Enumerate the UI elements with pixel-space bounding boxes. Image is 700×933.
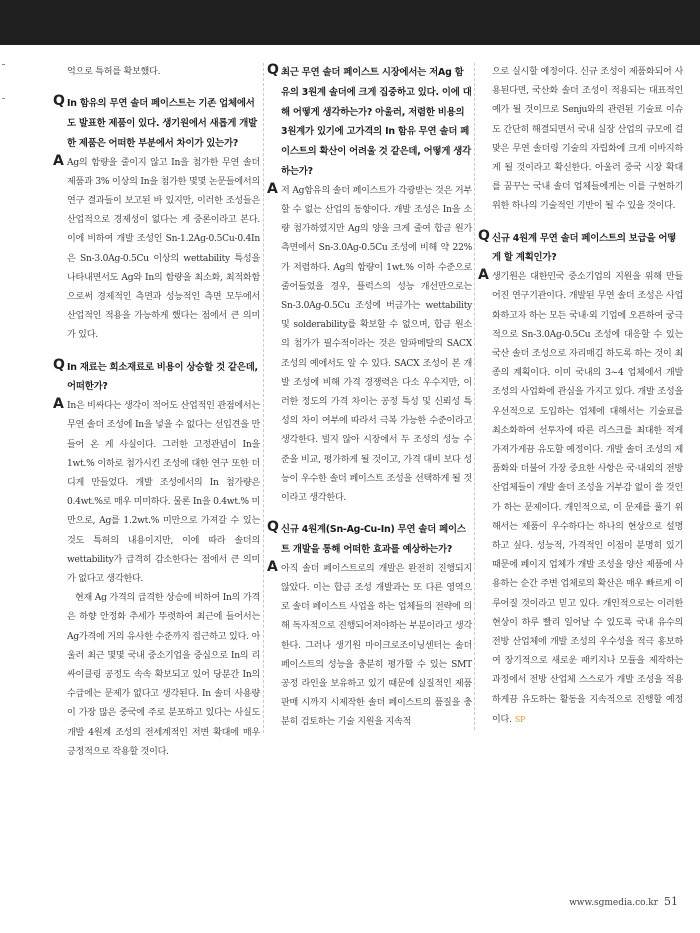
question-text: 신규 4원계 무연 솔더 페이스트의 보급을 어떻게 할 계획인가? <box>492 232 677 264</box>
question-text: In 재료는 희소재료로 비용이 상승할 것 같은데, 어떠한가? <box>67 361 258 393</box>
question-text: 최근 무연 솔더 페이스트 시장에서는 저Ag 함유의 3원계 솔더에 크게 집중하고 있다. 이에 대해 어떻게 생각하는가? 아울러, 저렴한 비용의 3원계가 있기에 고가격의 In 함유 무연 솔더 페이스트의 확산이 어려울 것 같은데, 어떻게 생각하는가? <box>281 67 472 177</box>
answer-marker: A <box>478 267 489 284</box>
column-1 <box>55 63 260 762</box>
answer-text: 저 Ag함유의 솔더 페이스트가 각광받는 것은 거부할 수 없는 산업의 동향이다. 개발 조성은 In을 소량 첨가하였지만 Ag의 양을 크게 줄여 합금 원가 측면에서 Sn-3.0Ag-0.5Cu 조성에 비해 약 22%가 저렴하다. Ag의 함량이 1wt.% 이하 수준으로 줄어들었을 경우, 플럭스의 성능 개선만으로는 Sn-3.0Ag-0.5Cu 조성에 버금가는 wettability 및 solderability를 확보할 수 없으며, 합금 원소의 첨가가 필수적이라는 것은 알파메탈의 SACX 조성의 예에서도 알 수 있다. SACX 조성이 본 개발 조성에 비해 가격 경쟁력은 다소 우수지만, 이러한 정도의 가격 차이는 공정 특성 및 신뢰성 특성의 차이 여부에 따라서 극복 가능한 수준이라고 생각한다. 빌지 않아 시장에서 두 조성의 성능 수준을 비교, 평가하게 될 것이고, 가격 대비 보다 성능이 우수한 솔더 페이스트 조성을 선택하게 될 것이라고 생각한다. <box>281 185 472 504</box>
question-text: 신규 4원계(Sn-Ag-Cu-In) 무연 솔더 페이스트 개발을 통해 어떠한 효과를 예상하는가? <box>281 524 466 556</box>
answer-block <box>269 182 472 508</box>
answer-marker: A <box>53 152 64 169</box>
end-mark-icon: SP <box>514 714 526 724</box>
top-bar <box>0 0 700 45</box>
paragraph-continued: 으로 실시할 예정이다. 신규 조성이 제품화되어 사용된다면, 국산화 솔더 조성이 적용되는 대표적인 예가 될 것이므로 Senju와의 관련된 기술료 이슈도 간단히 해결되면서 국내 실장 산업의 규모에 걸맞은 무연 솔더링 기술의 자립화에 크게 이바지하게 될 것이라고 확신한다. 아울러 중국 시장 확대를 꿈꾸는 국내 솔더 업체들에게는 이를 구현하기 위한 하나의 기술적인 기반이 될 수 있을 것이다. <box>492 67 683 212</box>
question-marker: Q <box>53 356 65 373</box>
answer-block <box>269 560 472 733</box>
question-block <box>55 358 260 398</box>
column-2 <box>263 63 472 733</box>
question-block <box>55 94 260 153</box>
question-block <box>269 520 472 560</box>
page-footer <box>569 895 678 908</box>
website-url: www.sgmedia.co.kr <box>569 898 658 908</box>
paragraph-continued: 억으로 특허를 확보했다. <box>67 67 161 77</box>
answer-block <box>55 154 260 346</box>
question-text: In 함유의 무연 솔더 페이스트는 기존 업체에서도 발표한 제품이 있다. 생기원에서 새롭게 개발한 제품은 어떠한 부분에서 차이가 있는가? <box>67 98 258 149</box>
answer-text: 아직 솔더 페이스트로의 개발은 완전히 진행되지 않았다. 이는 합금 조성 개발과는 또 다른 영역으로 솔더 페이스트 사업을 하는 업체들의 전략에 의해 독자적으로 진행되어져야하는 부분이라고 생각한다. 그러나 생기원 마이크로조이닝센터는 솔더 페이스트의 성능을 충분히 평가할 수 있는 SMT 공정 라인을 보유하고 있기 때문에 실질적인 제품 판매 시까지 시제작한 솔더 페이스트의 품질을 충분히 검토하는 기술 지원을 지속적 <box>281 563 472 728</box>
page-number: 51 <box>664 895 678 908</box>
answer-body: 생기원은 대한민국 중소기업의 지원을 위해 만들어진 연구기관이다. 개발된 무연 솔더 조성은 사업화하고자 하는 모든 국내·외 기업에 오픈하여 궁극적으로 Sn-3.0Ag-0.5Cu 조성에 대응할 수 있는 국산 솔더 조성으로 자리매김 하도록 하는 것이 최종의 계획이다. 이미 국내의 3~4 업체에서 개발 조성의 사업화에 관심을 가지고 있다. 개발 조성을 우선적으로 도입하는 업체에 대해서는 기술료를 최소화하여 선투자에 따른 리스크를 최대한 적게 가져가게끔 유도할 예정이다. 개발 솔더 조성의 제품화와 더불어 가장 중요한 사항은 국·내외의 전방 산업체들이 개발 솔더 조성을 거부감 없이 쓸 것인가 하는 문제이다. 개인적으로, 이 문제를 풀기 위해서는 제품이 우수하다는 하나의 현상으로 설명하고 싶다. 성능적, 가격적인 이점이 분명히 있기 때문에 페이지 업체가 개발 조성을 양산 제품에 사용하는 순간 주변 업체로의 확산은 매우 빠르게 이루어질 것이라고 믿고 있다. 개인적으로는 이러한 현상이 하루 빨리 일어날 수 있도록 국내 유수의 전방 산업체에 개발 조성의 우수성을 적극 홍보하여 장기적으로 새로운 패키지나 모듈을 제작하는 과정에서 전방 산업체 스스로가 개발 조성을 적용하게끔 유도하는 활동을 지속적으로 진행할 예정이다. <box>492 272 683 725</box>
question-marker: Q <box>53 93 65 110</box>
question-marker: Q <box>267 62 279 78</box>
answer-marker: A <box>267 180 278 197</box>
answer-block <box>55 397 260 589</box>
answer-text: Ag의 함량을 줄이지 않고 In을 첨가한 무연 솔더 제품과 3% 이상의 In을 첨가한 몇몇 논문들에서의 연구 결과들이 보고된 바 있지만, 이러한 조성들은 산업적으로 경제성이 없다는 게 중론이라고 본다. 이에 비하여 개발 조성인 Sn-1.2Ag-0.5Cu-0.4In은 Sn-3.0Ag-0.5Cu 이상의 wettability 특성을 나타내면서도 Ag와 In의 함량을 최소화, 최적화함으로써 경제적인 측면과 성능적인 측면 모두에서 산업적인 적용을 가능하게 했다는 점에서 큰 의미가 있다. <box>67 157 260 341</box>
question-marker: Q <box>478 227 490 244</box>
answer-text: In은 비싸다는 생각이 적어도 산업적인 관점에서는 무연 솔더 조성에 In을 넣을 수 없다는 선입견을 만들어 온 게 사실이다. 그러한 고정관념이 In을 1wt.% 이하로 첨가시킨 조성에 대한 연구 또한 더디게 만들었다. 개발 조성에서의 In 첨가량은 0.4wt.%로 매우 미미하다. 물론 In을 0.4wt.% 미만으로, Ag를 1.2wt.% 미만으로 가져갈 수 있는 것도 특허의 내용이지만, 이에 따라 솔더의 wettability가 급격히 감소한다는 점에서 큰 의미가 없다고 생각한다. <box>67 401 260 585</box>
answer-marker: A <box>53 396 64 413</box>
answer-text <box>492 268 683 730</box>
question-marker: Q <box>267 519 279 536</box>
question-block <box>269 63 472 182</box>
answer-marker: A <box>267 558 278 575</box>
crop-mark <box>2 98 5 99</box>
column-3 <box>474 63 683 730</box>
question-block <box>480 229 683 269</box>
answer-paragraph: 현재 Ag 가격의 급격한 상승에 비하여 In의 가격은 하향 안정화 추세가 뚜렷하여 최근에 들어서는 Ag가격에 거의 유사한 수준까지 접근하고 있다. 아울러 최근 몇몇 국내 중소기업을 중심으로 In의 리싸이클링 공정도 속속 확보되고 있어 당분간 In의 수급에는 문제가 없다고 생각된다. In 솔더 사용량이 가장 많은 중국에 주로 분포하고 있다는 사실도 개발 4원계 조성의 전세계적인 저변 확대에 매우 긍정적으로 작용할 것이다. <box>67 593 260 757</box>
crop-mark <box>2 64 5 65</box>
answer-block <box>480 268 683 730</box>
